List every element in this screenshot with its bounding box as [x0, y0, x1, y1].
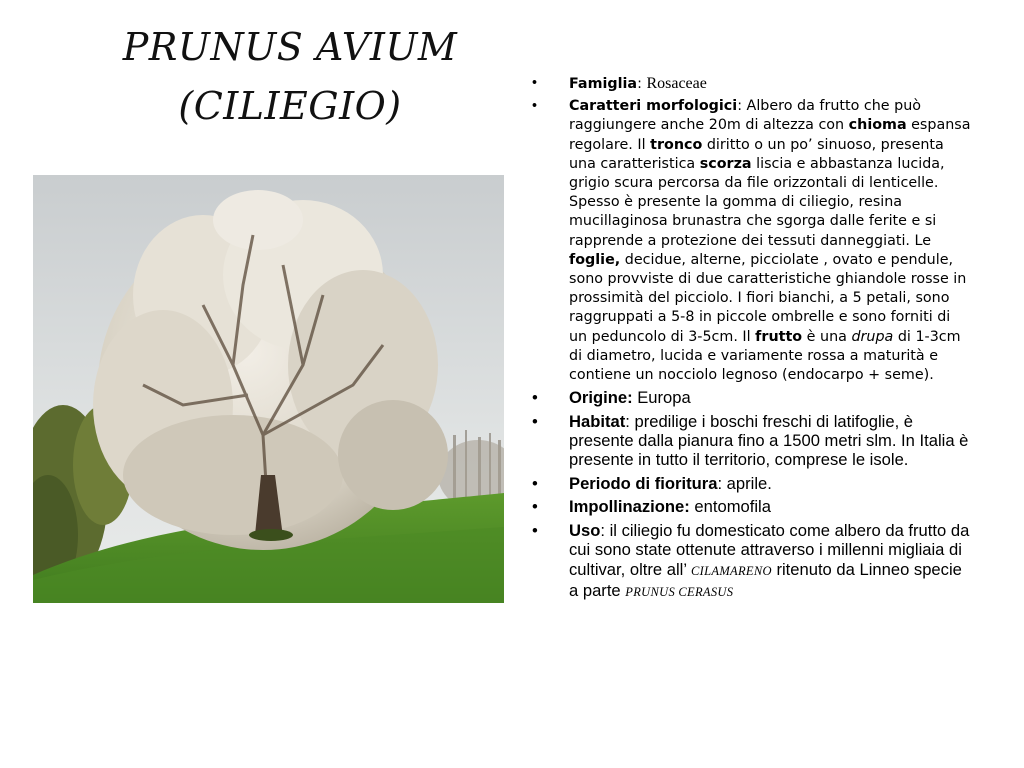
description-text [532, 74, 972, 606]
list-item-caratteri: • Caratteri morfologici: Albero da frutto che può raggiungere anche 20m di altezza con chioma espansa regolare. Il tronco diritto o un po’ sinuoso, presenta una caratteristica scorza liscia e abbastanza lucida, grigio scura percorsa da file orizzontali di lenticelle. Spesso è presente la gomma di ciliegio, resina mucillaginosa brunastra che sgorga dalle ferite e si rapprende a protezione dei tessuti danneggiati. Le foglie, decidue, alterne, picciolate , ovato e pendule, sono provviste di due caratteristiche ghiandole rosse in prossimità del picciolo. I fiori bianchi, a 5 petali, sono raggruppati a 5-8 in piccole ombrelle e sono forniti di un peduncolo di 3-5cm. Il frutto è una drupa di 1-3cm di diametro, lucida e variamente rossa a maturità e contiene un nocciolo legnoso (endocarpo + seme). [532, 98, 971, 384]
bullet-icon: • [532, 388, 538, 408]
list-item-famiglia: • Famiglia: Rosaceae [532, 75, 707, 92]
bullet-icon: • [532, 75, 538, 91]
bullet-icon: • [532, 473, 538, 493]
bullet-icon: • [532, 497, 538, 517]
slide-title [60, 18, 520, 136]
impollinazione-label: Impollinazione: [569, 497, 690, 517]
list-item-origine: • Origine: Europa [532, 388, 691, 408]
famiglia-value: Rosaceae [646, 75, 707, 92]
famiglia-label: Famiglia [569, 76, 638, 92]
origine-label: Origine: [569, 388, 633, 408]
uso-label: Uso [569, 520, 601, 540]
habitat-label: Habitat [569, 411, 626, 431]
list-item-impollinazione: • Impollinazione: entomofila [532, 497, 771, 517]
list-item-fioritura: • Periodo di fioritura: aprile. [532, 473, 772, 493]
bullet-icon: • [532, 520, 538, 540]
caratteri-label: Caratteri morfologici [569, 98, 738, 115]
bullet-list [532, 74, 972, 602]
title-line-1: PRUNUS AVIUM [122, 25, 458, 69]
title-line-2: (CILIEGIO) [178, 83, 402, 128]
bullet-icon: • [532, 98, 538, 115]
bullet-icon: • [532, 411, 538, 431]
cherry-tree-photo [33, 175, 504, 603]
list-item-uso: • Uso: il ciliegio fu domesticato come albero da frutto da cui sono state ottenute attraverso i millenni migliaia di cultivar, oltre all’ CILAMARENO ritenuto da Linneo specie a parte PRUNUS CERASUS [532, 520, 970, 600]
fioritura-label: Periodo di fioritura [569, 473, 718, 493]
list-item-habitat: • Habitat: predilige i boschi freschi di latifoglie, è presente dalla pianura fino a 1500 metri slm. In Italia è presente in tutto il territorio, comprese le isole. [532, 411, 969, 470]
